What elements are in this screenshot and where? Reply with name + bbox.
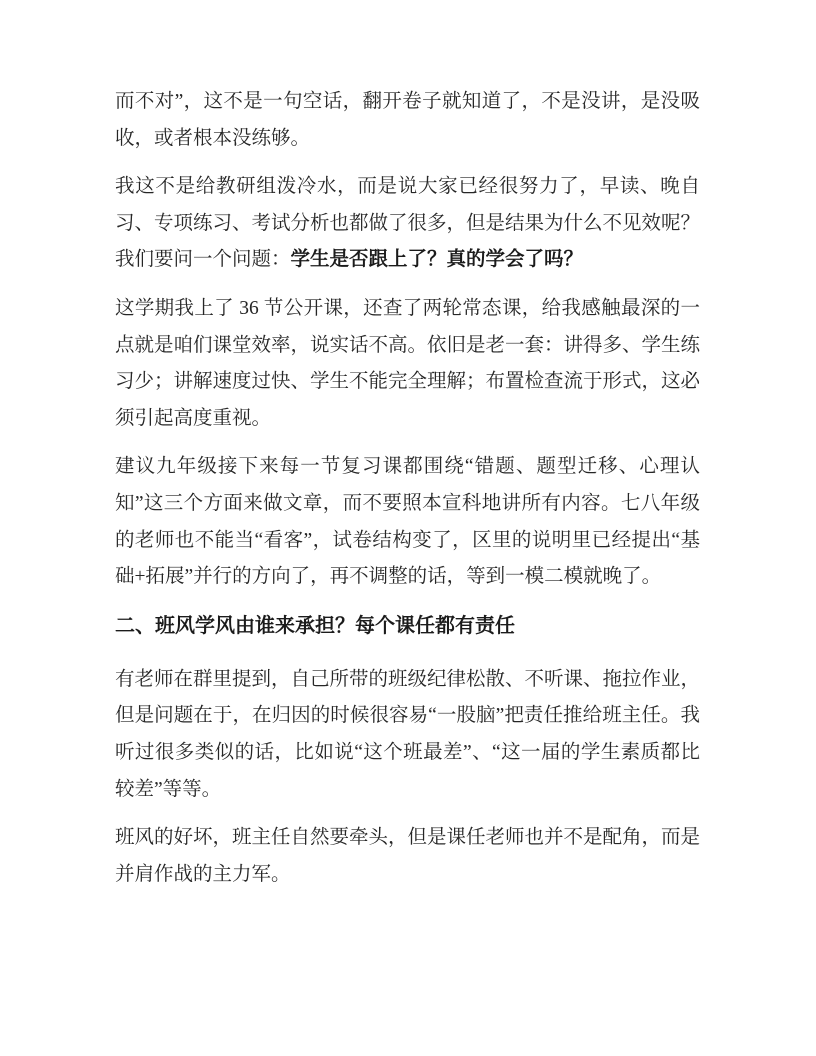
paragraph-5: 有老师在群里提到，自己所带的班级纪律松散、不听课、拖拉作业，但是问题在于，在归因的时候很容易“一股脑”把责任推给班主任。我听过很多类似的话，比如说“这个班最差”、“这一届的学生素质都比较差”等等。	[115, 668, 701, 800]
paragraph-1-carryover: 而不对”，这不是一句空话，翻开卷子就知道了，不是没讲，是没吸收，或者根本没练够。	[115, 91, 700, 149]
paragraph-2-bold-question: 学生是否跟上了？真的学会了吗？	[290, 249, 584, 271]
paragraph-2	[115, 169, 700, 279]
paragraph-3: 这学期我上了 36 节公开课，还查了两轮常态课，给我感触最深的一点就是咱们课堂效率，说实话不高。依旧是老一套：讲得多、学生练习少；讲解速度过快、学生不能完全理解；布置检查流于形式，这必须引起高度重视。	[115, 297, 701, 429]
paragraph-6: 班风的好坏，班主任自然要牵头，但是课任老师也并不是配角，而是并肩作战的主力军。	[115, 827, 701, 885]
section-2-heading: 二、班风学风由谁来承担？每个课任都有责任	[115, 614, 515, 637]
paragraph-2-text: 我这不是给教研组泼冷水，而是说大家已经很努力了，早读、晚自习、专项练习、考试分析也都做了很多，但是结果为什么不见效呢？我们要问一个问题：	[115, 176, 701, 271]
paragraph-4: 建议九年级接下来每一节复习课都围绕“错题、题型迁移、心理认知”这三个方面来做文章，而不要照本宣科地讲所有内容。七八年级的老师也不能当“看客”，试卷结构变了，区里的说明里已经提出“基础+拓展”并行的方向了，再不调整的话，等到一模二模就晚了。	[115, 456, 700, 588]
